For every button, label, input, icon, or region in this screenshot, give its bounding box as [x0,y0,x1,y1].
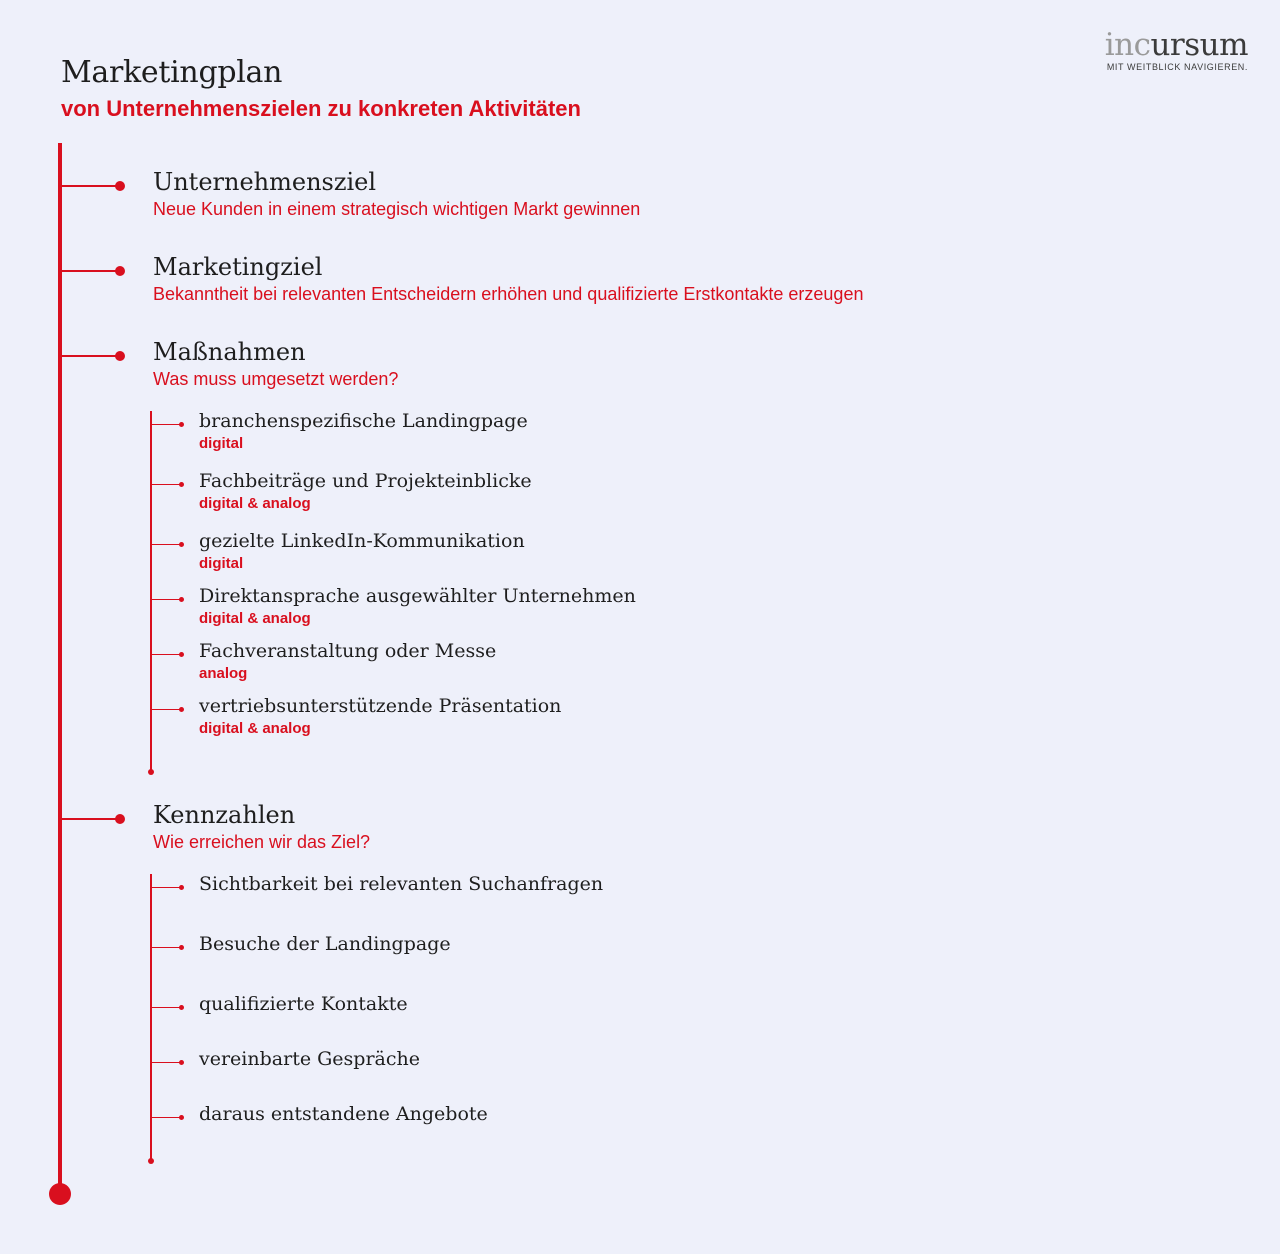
measure-tag: digital [199,555,244,572]
measure-tag: digital & analog [199,610,311,627]
item-dot [179,1060,184,1065]
kpi-label: Besuche der Landingpage [199,933,451,955]
item-connector [152,709,182,710]
section-dot [115,266,125,276]
item-dot [179,1005,184,1010]
item-dot [179,482,184,487]
section-subtitle: Neue Kunden in einem strategisch wichtigen Markt gewinnen [153,199,641,219]
timeline-end-dot [49,1183,71,1205]
item-dot [179,885,184,890]
kpi-label: Sichtbarkeit bei relevanten Suchanfragen [199,873,604,895]
section-connector [60,355,120,357]
measure-tag: digital & analog [199,720,311,737]
measure-tag: analog [199,665,248,682]
item-connector [152,947,182,948]
item-connector [152,544,182,545]
kpi-label: vereinbarte Gespräche [199,1048,420,1070]
item-connector [152,1007,182,1008]
item-connector [152,1062,182,1063]
item-dot [179,542,184,547]
logo-word-part2: ursum [1150,27,1248,63]
measure-label: gezielte LinkedIn-Kommunikation [199,530,525,552]
section-connector [60,270,120,272]
item-dot [179,652,184,657]
item-connector [152,654,182,655]
measure-label: Direktansprache ausgewählter Unternehmen [199,585,636,607]
section-connector [60,818,120,820]
logo-wordmark [1093,28,1248,62]
section-title: Maßnahmen [153,338,306,366]
logo-word-part1: inc [1104,27,1151,63]
section-dot [115,181,125,191]
measure-tag: digital & analog [199,495,311,512]
item-connector [152,599,182,600]
timeline-main-line [58,143,62,1188]
section-subtitle: Was muss umgesetzt werden? [153,369,399,389]
item-dot [179,945,184,950]
measure-label: Fachveranstaltung oder Messe [199,640,497,662]
item-dot [179,422,184,427]
section-dot [115,814,125,824]
item-connector [152,887,182,888]
section-subtitle: Wie erreichen wir das Ziel? [153,832,371,852]
page-title: Marketingplan [61,55,283,90]
logo-tagline: MIT WEITBLICK NAVIGIEREN. [1106,62,1248,72]
incursum-logo [1093,28,1248,72]
kpi-label: daraus entstandene Angebote [199,1103,488,1125]
item-dot [179,1115,184,1120]
item-dot [179,707,184,712]
measure-label: vertriebsunterstützende Präsentation [199,695,562,717]
sub-timeline-line [150,411,152,772]
kpi-label: qualifizierte Kontakte [199,993,408,1015]
measure-label: branchenspezifische Landingpage [199,410,528,432]
sub-timeline-end-dot [148,1158,154,1164]
item-connector [152,424,182,425]
section-dot [115,351,125,361]
page-subtitle: von Unternehmenszielen zu konkreten Aktivitäten [61,96,581,121]
section-title: Marketingziel [153,253,323,281]
section-title: Kennzahlen [153,801,296,829]
item-connector [152,1117,182,1118]
item-dot [179,597,184,602]
measure-tag: digital [199,435,244,452]
section-subtitle: Bekanntheit bei relevanten Entscheidern erhöhen und qualifizierte Erstkontakte erzeugen [153,284,864,304]
item-connector [152,484,182,485]
sub-timeline-end-dot [148,769,154,775]
section-connector [60,185,120,187]
sub-timeline-line [150,874,152,1162]
section-title: Unternehmensziel [153,168,377,196]
measure-label: Fachbeiträge und Projekteinblicke [199,470,532,492]
